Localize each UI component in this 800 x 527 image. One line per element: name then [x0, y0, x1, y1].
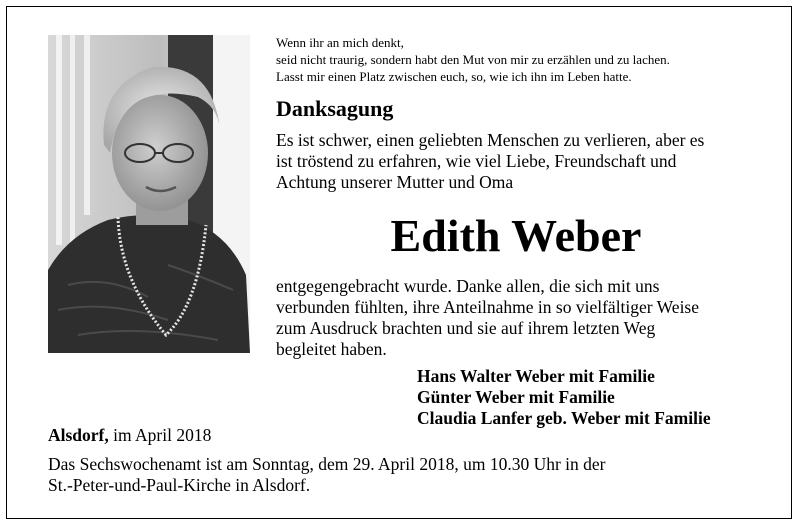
- place-date-text: im April 2018: [113, 425, 212, 445]
- footer-line: Das Sechswochenamt ist am Sonntag, dem 29. April 2018, um 10.30 Uhr in der: [48, 454, 606, 474]
- thanks-paragraph-body: [276, 276, 756, 360]
- poem-line: Lasst mir einen Platz zwischen euch, so, wie ich ihn im Leben hatte.: [276, 69, 632, 84]
- paragraph-line: Es ist schwer, einen geliebten Menschen zu verlieren, aber es: [276, 130, 705, 150]
- paragraph-line: entgegengebracht wurde. Danke allen, die sich mit uns: [276, 276, 660, 296]
- paragraph-line: zum Ausdruck brachten und sie auf ihrem letzten Weg: [276, 318, 656, 338]
- poem-line: Wenn ihr an mich denkt,: [276, 35, 404, 50]
- heading-danksagung: Danksagung: [276, 96, 394, 121]
- footer-line: St.-Peter-und-Paul-Kirche in Alsdorf.: [48, 475, 311, 495]
- portrait-photo: [48, 35, 250, 353]
- signer: Claudia Lanfer geb. Weber mit Familie: [417, 408, 711, 428]
- thanks-paragraph-intro: [276, 130, 756, 193]
- signer: Hans Walter Weber mit Familie: [417, 366, 655, 386]
- paragraph-line: begleitet haben.: [276, 339, 387, 359]
- deceased-name: Edith Weber: [390, 210, 642, 261]
- opening-poem: [276, 34, 756, 85]
- service-announcement: [48, 454, 768, 496]
- paragraph-line: verbunden fühlten, ihre Anteilnahme in so vielfältiger Weise: [276, 297, 700, 317]
- poem-line: seid nicht traurig, sondern habt den Mut von mir zu erzählen und zu lachen.: [276, 52, 670, 67]
- signer: Günter Weber mit Familie: [417, 387, 615, 407]
- signers-list: [417, 366, 777, 429]
- place-date: [48, 425, 211, 446]
- paragraph-line: ist tröstend zu erfahren, wie viel Liebe, Freundschaft und: [276, 151, 677, 171]
- place-town: Alsdorf,: [48, 425, 109, 445]
- paragraph-line: Achtung unserer Mutter und Oma: [276, 172, 514, 192]
